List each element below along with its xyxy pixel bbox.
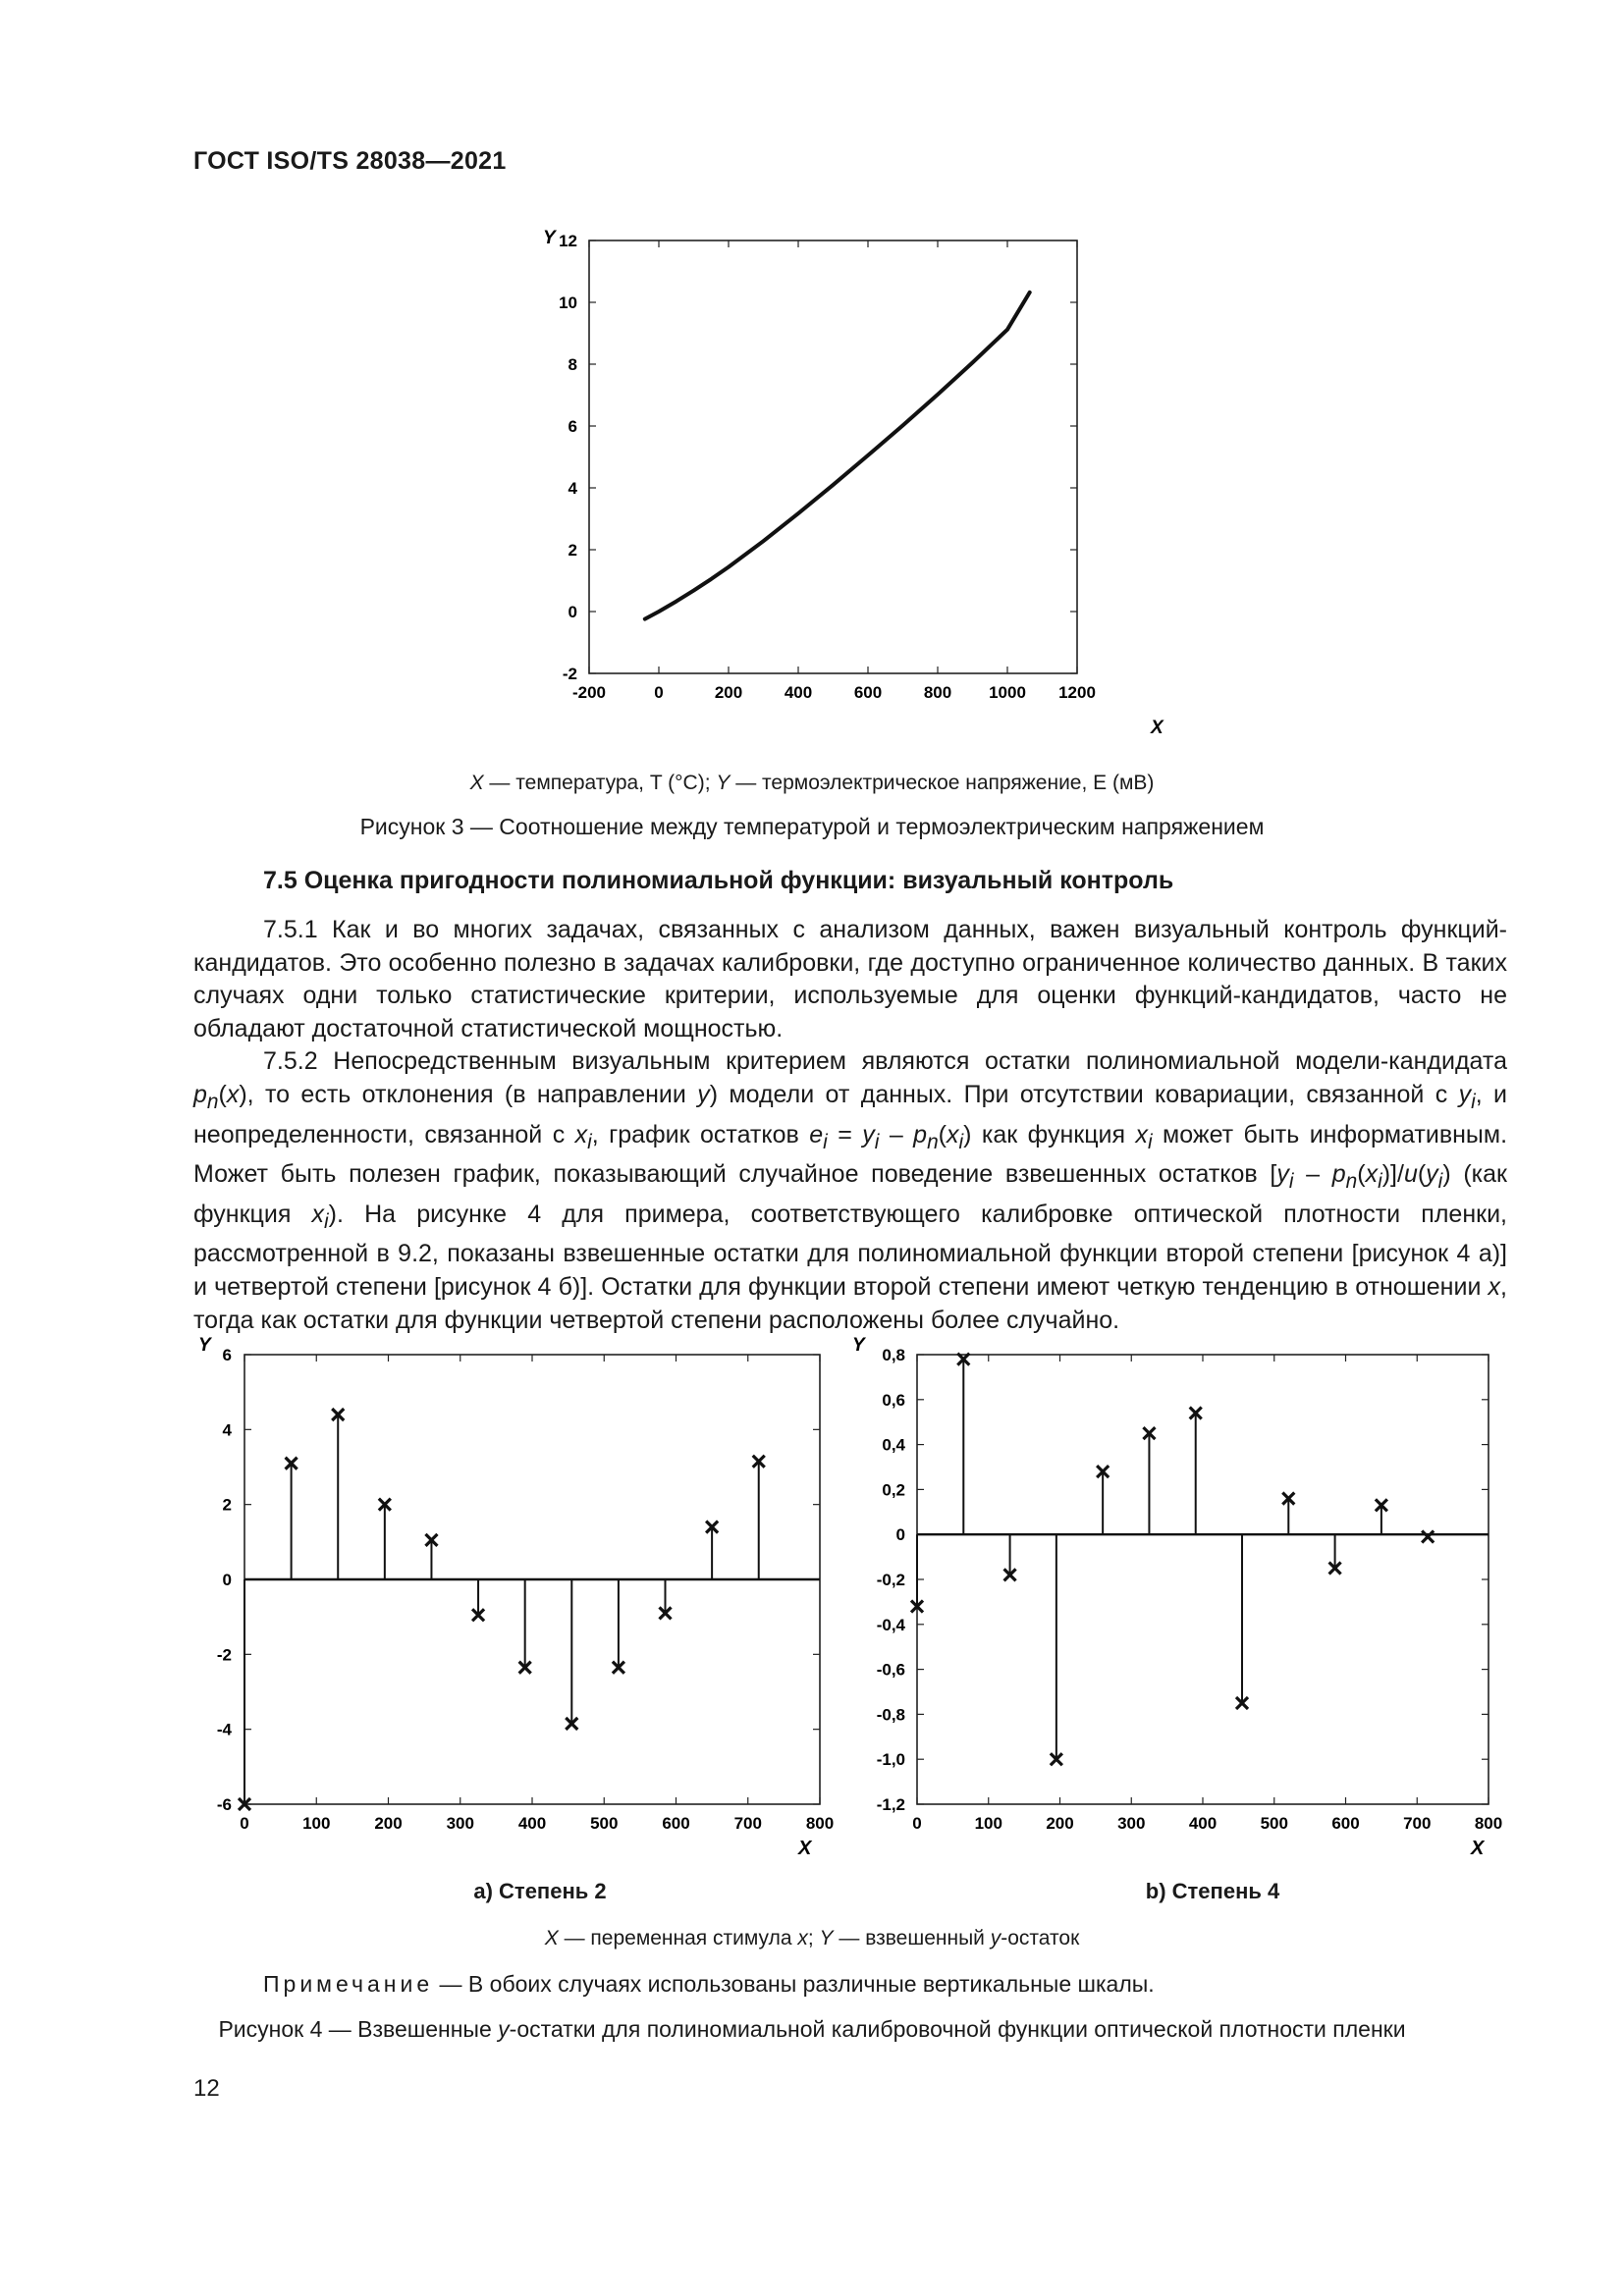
x-tick-label: 400 — [1188, 1814, 1218, 1833]
note-text: — В обоих случаях использованы различные вертикальные шкалы. — [433, 1971, 1155, 1997]
figure-4a-chart — [187, 1330, 835, 1870]
y-tick-label: 2 — [568, 541, 577, 560]
fig4b-marks — [911, 1354, 1489, 1766]
y-tick-label: -0,2 — [876, 1571, 905, 1589]
figure-4-caption: Рисунок 4 — Взвешенные y-остатки для полиномиальной калибровочной функции оптической плотности пленки — [218, 2016, 1406, 2042]
note-label: Примечание — [263, 1971, 434, 1997]
figure-3-caption: Рисунок 3 — Соотношение между температурой и термоэлектрическим напряжением — [359, 814, 1265, 839]
figure-4b-chart — [844, 1330, 1512, 1870]
section-title: 7.5 Оценка пригодности полиномиальной функции: визуальный контроль — [263, 867, 1174, 894]
y-tick-label: -6 — [216, 1795, 232, 1814]
x-tick-label: 700 — [733, 1814, 762, 1833]
y-tick-label: 4 — [568, 479, 577, 498]
x-tick-label: 200 — [714, 683, 743, 702]
x-tick-label: 0 — [654, 683, 664, 702]
figure-3-chart — [511, 221, 1188, 751]
series-line — [645, 293, 1030, 619]
y-tick-label: -1,0 — [876, 1750, 905, 1770]
figure-4b-subcaption: b) Степень 4 — [1145, 1879, 1280, 1903]
y-tick-label: 6 — [222, 1346, 232, 1364]
y-tick-label: 0 — [222, 1571, 232, 1589]
x-tick-label: 300 — [446, 1814, 474, 1833]
figure-4-legend: X — переменная стимула x; Y — взвешенный y-остаток — [544, 1927, 1080, 1949]
x-tick-label: 600 — [662, 1814, 690, 1833]
y-tick-label: 2 — [222, 1495, 232, 1515]
document-code-header: ГОСТ ISO/TS 28038—2021 — [193, 147, 507, 175]
figure-4-note — [263, 1971, 1155, 1998]
x-axis-label: X — [798, 1838, 812, 1859]
plot-frame — [917, 1355, 1489, 1804]
figure-4a-subcaption: a) Степень 2 — [473, 1879, 607, 1903]
page-number: 12 — [193, 2075, 220, 2102]
x-tick-label: 400 — [517, 1814, 547, 1833]
x-tick-label: 200 — [374, 1814, 403, 1833]
x-tick-label: 500 — [590, 1814, 619, 1833]
y-tick-label: 0,8 — [882, 1346, 905, 1364]
legend-y-var: Y — [716, 772, 731, 794]
y-tick-label: 0,4 — [882, 1435, 905, 1455]
y-tick-label: 0 — [895, 1525, 905, 1545]
x-axis-label: X — [1471, 1838, 1485, 1859]
x-tick-label: 200 — [1046, 1814, 1074, 1833]
y-tick-label: -0,6 — [876, 1660, 905, 1680]
y-axis-label: Y — [543, 228, 556, 248]
paragraph-block — [193, 914, 1507, 1337]
fig3-marks — [645, 293, 1030, 619]
residual-point — [1422, 1530, 1434, 1542]
y-axis-label: Y — [198, 1335, 211, 1356]
y-tick-label: 0 — [568, 603, 577, 621]
y-tick-label: 4 — [222, 1420, 232, 1440]
paragraph-7-5-1: 7.5.1 Как и во многих задачах, связанных с анализом данных, важен визуальный контроль функций-кандидатов. Это особенно полезно в задачах калибровки, где доступно ограниченное количество данных. В таких случаях одни только статистические критерии, используемые для оценки функций-кандидатов, часто не обладают достаточной статистической мощностью. — [193, 916, 1507, 1042]
y-tick-label: 6 — [568, 417, 577, 436]
x-tick-label: 800 — [805, 1814, 835, 1833]
y-tick-label: -0,4 — [876, 1615, 905, 1634]
x-tick-label: -200 — [571, 683, 607, 702]
x-tick-label: 100 — [974, 1814, 1002, 1833]
y-tick-label: -0,8 — [876, 1705, 905, 1725]
y-tick-label: -2 — [216, 1645, 232, 1665]
legend-x-text: — температура, T (°C); — [483, 772, 717, 794]
x-tick-label: 1000 — [989, 683, 1026, 702]
y-tick-label: -2 — [562, 665, 577, 683]
y-tick-label: 8 — [568, 355, 577, 374]
y-tick-label: -4 — [216, 1720, 232, 1739]
y-tick-label: 12 — [559, 232, 577, 250]
x-tick-label: 800 — [923, 683, 952, 702]
y-tick-label: -1,2 — [876, 1795, 905, 1814]
y-tick-label: 10 — [559, 294, 577, 312]
x-tick-label: 800 — [1474, 1814, 1503, 1833]
x-tick-label: 600 — [853, 683, 883, 702]
paragraph-7-5-2: 7.5.2 Непосредственным визуальным критерием являются остатки полиномиальной модели-кандидата $p_n(x)$, то есть отклонения (в направлении y) модели от данных. При отсутствии ковариации, связанной с $y_i$, и неопределенности, связанной с $x_i$, график остатков $e_i = y_i - p_n(x_i)$ как функция $x_i$ может быть информативным. Может быть полезен график, показывающий случайное поведение взвешенных остатков $[y_i - p_n(x_i)]/u(y_i)$ (как функция $x_i$). На рисунке 4 для примера, соответствующего калибровке оптической плотности пленки, рассмотренной в 9.2, показаны взвешенные остатки для полиномиальной функции второй степени [рисунок 4 а)] и четвертой степени [рисунок 4 б)]. Остатки для функции второй степени имеют четкую тенденцию в отношении x, тогда как остатки для функции четвертой степени расположены более случайно. — [193, 1047, 1508, 1334]
x-tick-label: 300 — [1117, 1814, 1146, 1833]
x-tick-label: 100 — [302, 1814, 331, 1833]
fig3-ticks — [559, 232, 1096, 702]
x-tick-label: 400 — [784, 683, 813, 702]
fig4b-ticks — [877, 1346, 1502, 1833]
legend-y-text: — термоэлектрическое напряжение, E (мВ) — [730, 772, 1155, 794]
figure-3-legend — [0, 772, 1624, 795]
y-axis-label: Y — [852, 1335, 865, 1356]
fig4a-marks — [239, 1409, 820, 1810]
y-tick-label: 0,6 — [882, 1390, 905, 1410]
x-tick-label: 700 — [1403, 1814, 1432, 1833]
x-axis-label: X — [1151, 718, 1164, 738]
x-tick-label: 0 — [912, 1814, 922, 1833]
x-tick-label: 600 — [1331, 1814, 1360, 1833]
legend-x-var: X — [469, 772, 484, 794]
x-tick-label: 0 — [240, 1814, 249, 1833]
x-tick-label: 1200 — [1058, 683, 1096, 702]
y-tick-label: 0,2 — [882, 1480, 905, 1500]
x-tick-label: 500 — [1260, 1814, 1288, 1833]
